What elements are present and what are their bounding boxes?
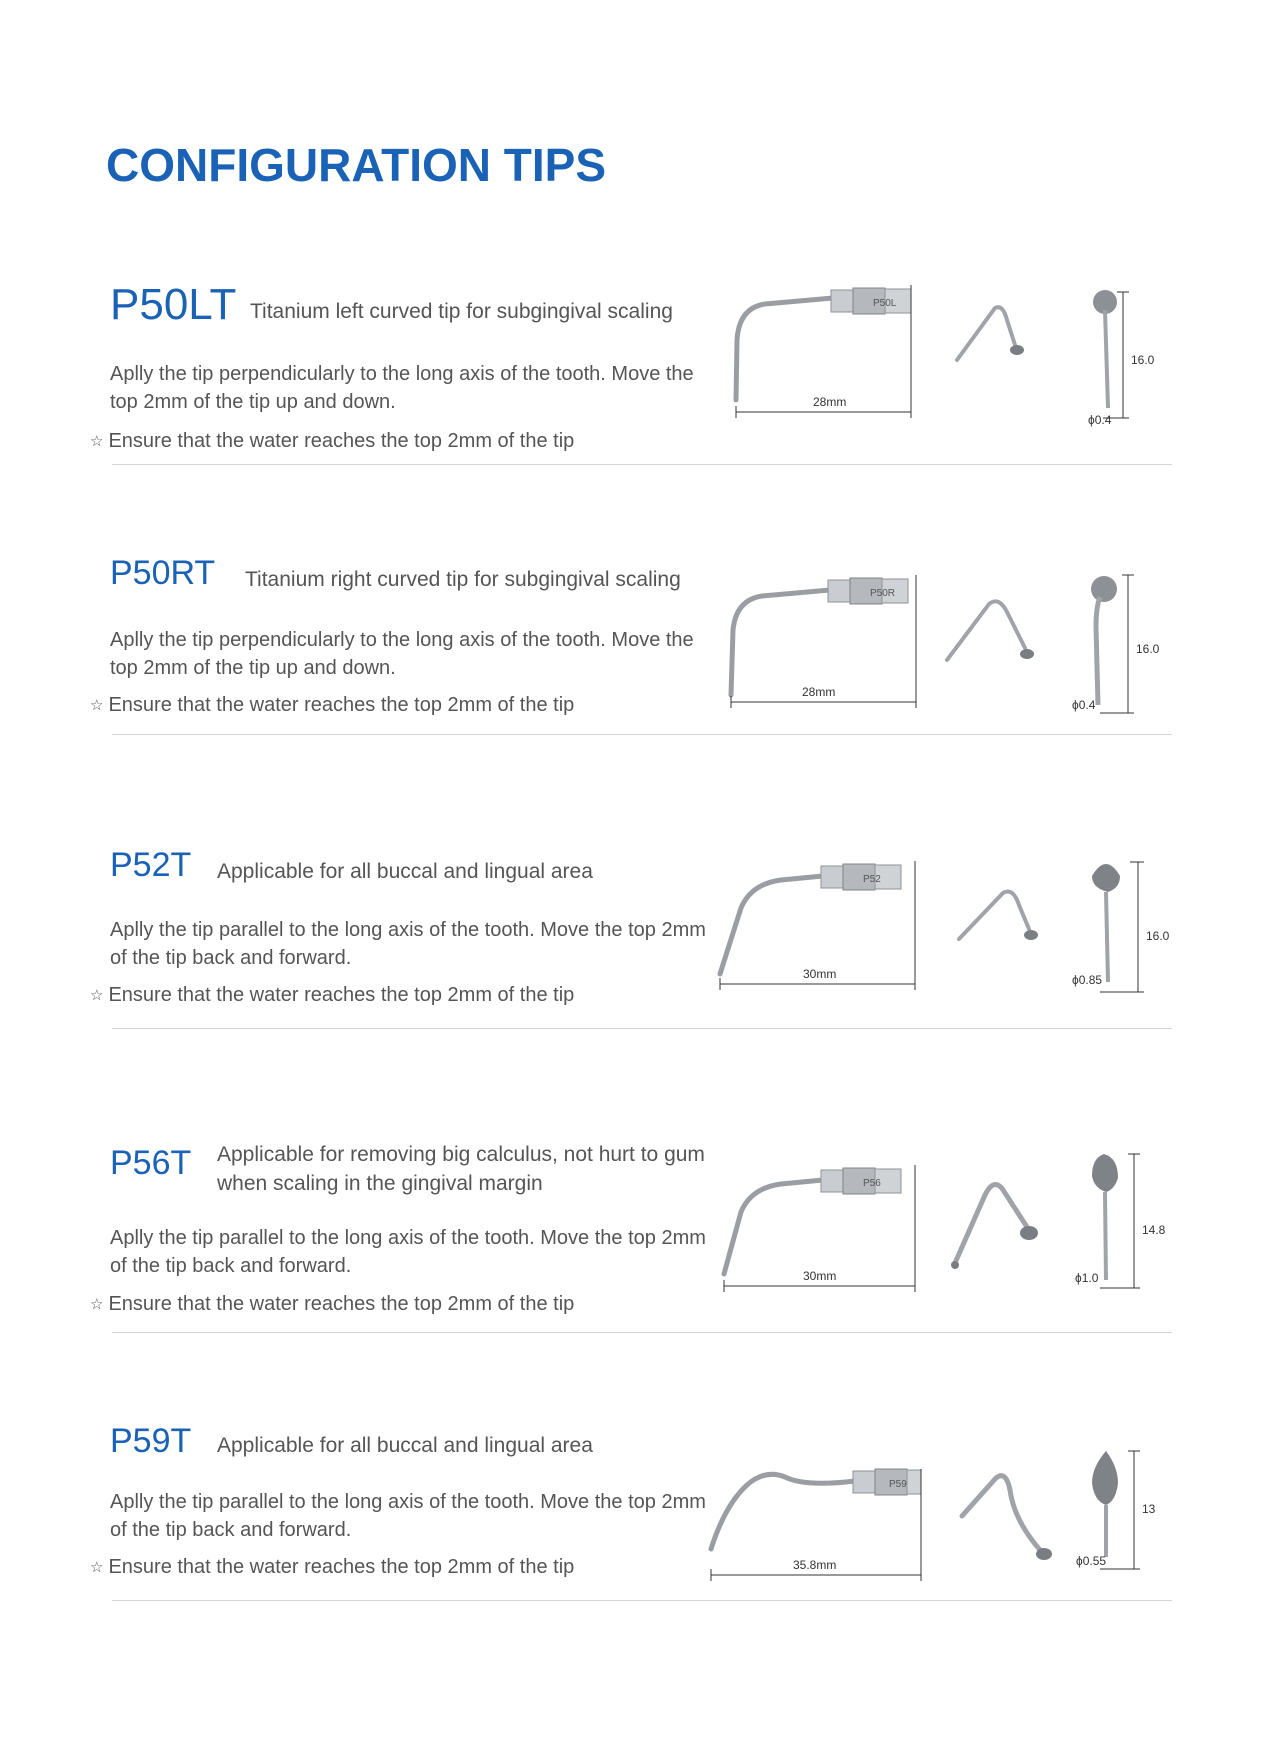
tip-diameter-label: ϕ1.0 <box>1075 1271 1099 1285</box>
section-divider <box>112 1028 1172 1029</box>
tip-side-view <box>715 856 930 996</box>
tip-subtitle: Titanium left curved tip for subgingival scaling <box>250 300 673 323</box>
star-icon: ☆ <box>90 697 104 714</box>
tip-diameter-label: ϕ0.4 <box>1072 698 1096 712</box>
water-note <box>90 430 574 453</box>
section-divider <box>112 1332 1172 1333</box>
water-note <box>90 694 574 717</box>
page-title: CONFIGURATION TIPS <box>106 139 607 191</box>
tip-description: Aplly the tip parallel to the long axis of the tooth. Move the top 2mm of the tip back and forward. <box>110 1227 706 1277</box>
tip-angled-view <box>955 871 1055 971</box>
tip-engraving: P50R <box>870 588 896 599</box>
tip-code: P52T <box>110 846 192 884</box>
tip-angled-view <box>945 1165 1055 1275</box>
tip-subtitle: Applicable for all buccal and lingual area <box>217 860 593 883</box>
tip-height-label: 16.0 <box>1131 353 1155 367</box>
water-note-text: Ensure that the water reaches the top 2mm of the tip <box>108 694 575 716</box>
tip-side-view <box>725 280 940 420</box>
tip-angled-view <box>960 1460 1070 1570</box>
tip-description: Aplly the tip perpendicularly to the long axis of the tooth. Move the top 2mm of the tip up and down. <box>110 363 694 413</box>
tip-height-label: 13 <box>1142 1502 1156 1516</box>
tip-code: P56T <box>110 1144 192 1182</box>
water-note-text: Ensure that the water reaches the top 2mm of the tip <box>108 1293 575 1315</box>
star-icon: ☆ <box>90 433 104 450</box>
water-note-text: Ensure that the water reaches the top 2mm of the tip <box>108 1556 575 1578</box>
section-divider <box>112 464 1172 465</box>
tip-length-label: 35.8mm <box>793 1558 837 1572</box>
tip-front-view <box>1070 854 1180 1004</box>
tip-description: Aplly the tip parallel to the long axis of the tooth. Move the top 2mm of the tip back and forward. <box>110 1491 706 1541</box>
tip-code: P50RT <box>110 554 216 592</box>
tip-front-view <box>1070 1148 1180 1308</box>
tip-length-label: 28mm <box>802 685 836 699</box>
tip-height-label: 14.8 <box>1142 1223 1166 1237</box>
tip-side-view <box>722 570 937 710</box>
tip-diameter-label: ϕ0.55 <box>1076 1554 1107 1568</box>
tip-description: Aplly the tip parallel to the long axis of the tooth. Move the top 2mm of the tip back and forward. <box>110 919 706 969</box>
tip-engraving: P50L <box>873 298 897 309</box>
tip-height-label: 16.0 <box>1136 642 1160 656</box>
tip-subtitle: Titanium right curved tip for subgingival scaling <box>245 568 681 591</box>
water-note-text: Ensure that the water reaches the top 2mm of the tip <box>108 430 575 452</box>
tip-engraving: P52 <box>863 874 881 885</box>
water-note <box>90 1293 574 1316</box>
star-icon: ☆ <box>90 1559 104 1576</box>
tip-diameter-label: ϕ0.4 <box>1088 413 1112 427</box>
water-note <box>90 1556 574 1579</box>
tip-angled-view <box>955 290 1035 370</box>
tip-engraving: P59 <box>889 1479 907 1490</box>
tip-subtitle: Applicable for all buccal and lingual area <box>217 1434 593 1457</box>
tip-diameter-label: ϕ0.85 <box>1072 973 1103 987</box>
tip-code: P59T <box>110 1422 192 1460</box>
tip-front-view <box>1060 567 1170 727</box>
tip-length-label: 30mm <box>803 967 837 981</box>
water-note-text: Ensure that the water reaches the top 2mm of the tip <box>108 984 575 1006</box>
tip-angled-view <box>945 582 1045 682</box>
tip-description: Aplly the tip perpendicularly to the long axis of the tooth. Move the top 2mm of the tip up and down. <box>110 629 694 679</box>
star-icon: ☆ <box>90 1296 104 1313</box>
tip-height-label: 16.0 <box>1146 929 1170 943</box>
tip-length-label: 30mm <box>803 1269 837 1283</box>
tip-front-view <box>1075 280 1175 430</box>
water-note <box>90 984 574 1007</box>
tip-subtitle: Applicable for removing big calculus, not hurt to gum when scaling in the gingival margin <box>217 1143 705 1195</box>
tip-engraving: P56 <box>863 1178 881 1189</box>
tip-code: P50LT <box>110 280 237 329</box>
star-icon: ☆ <box>90 987 104 1004</box>
tip-side-view <box>715 1160 930 1300</box>
tip-length-label: 28mm <box>813 395 847 409</box>
section-divider <box>112 734 1172 735</box>
tip-front-view <box>1070 1445 1180 1595</box>
tip-side-view <box>705 1455 935 1595</box>
section-divider <box>112 1600 1172 1601</box>
